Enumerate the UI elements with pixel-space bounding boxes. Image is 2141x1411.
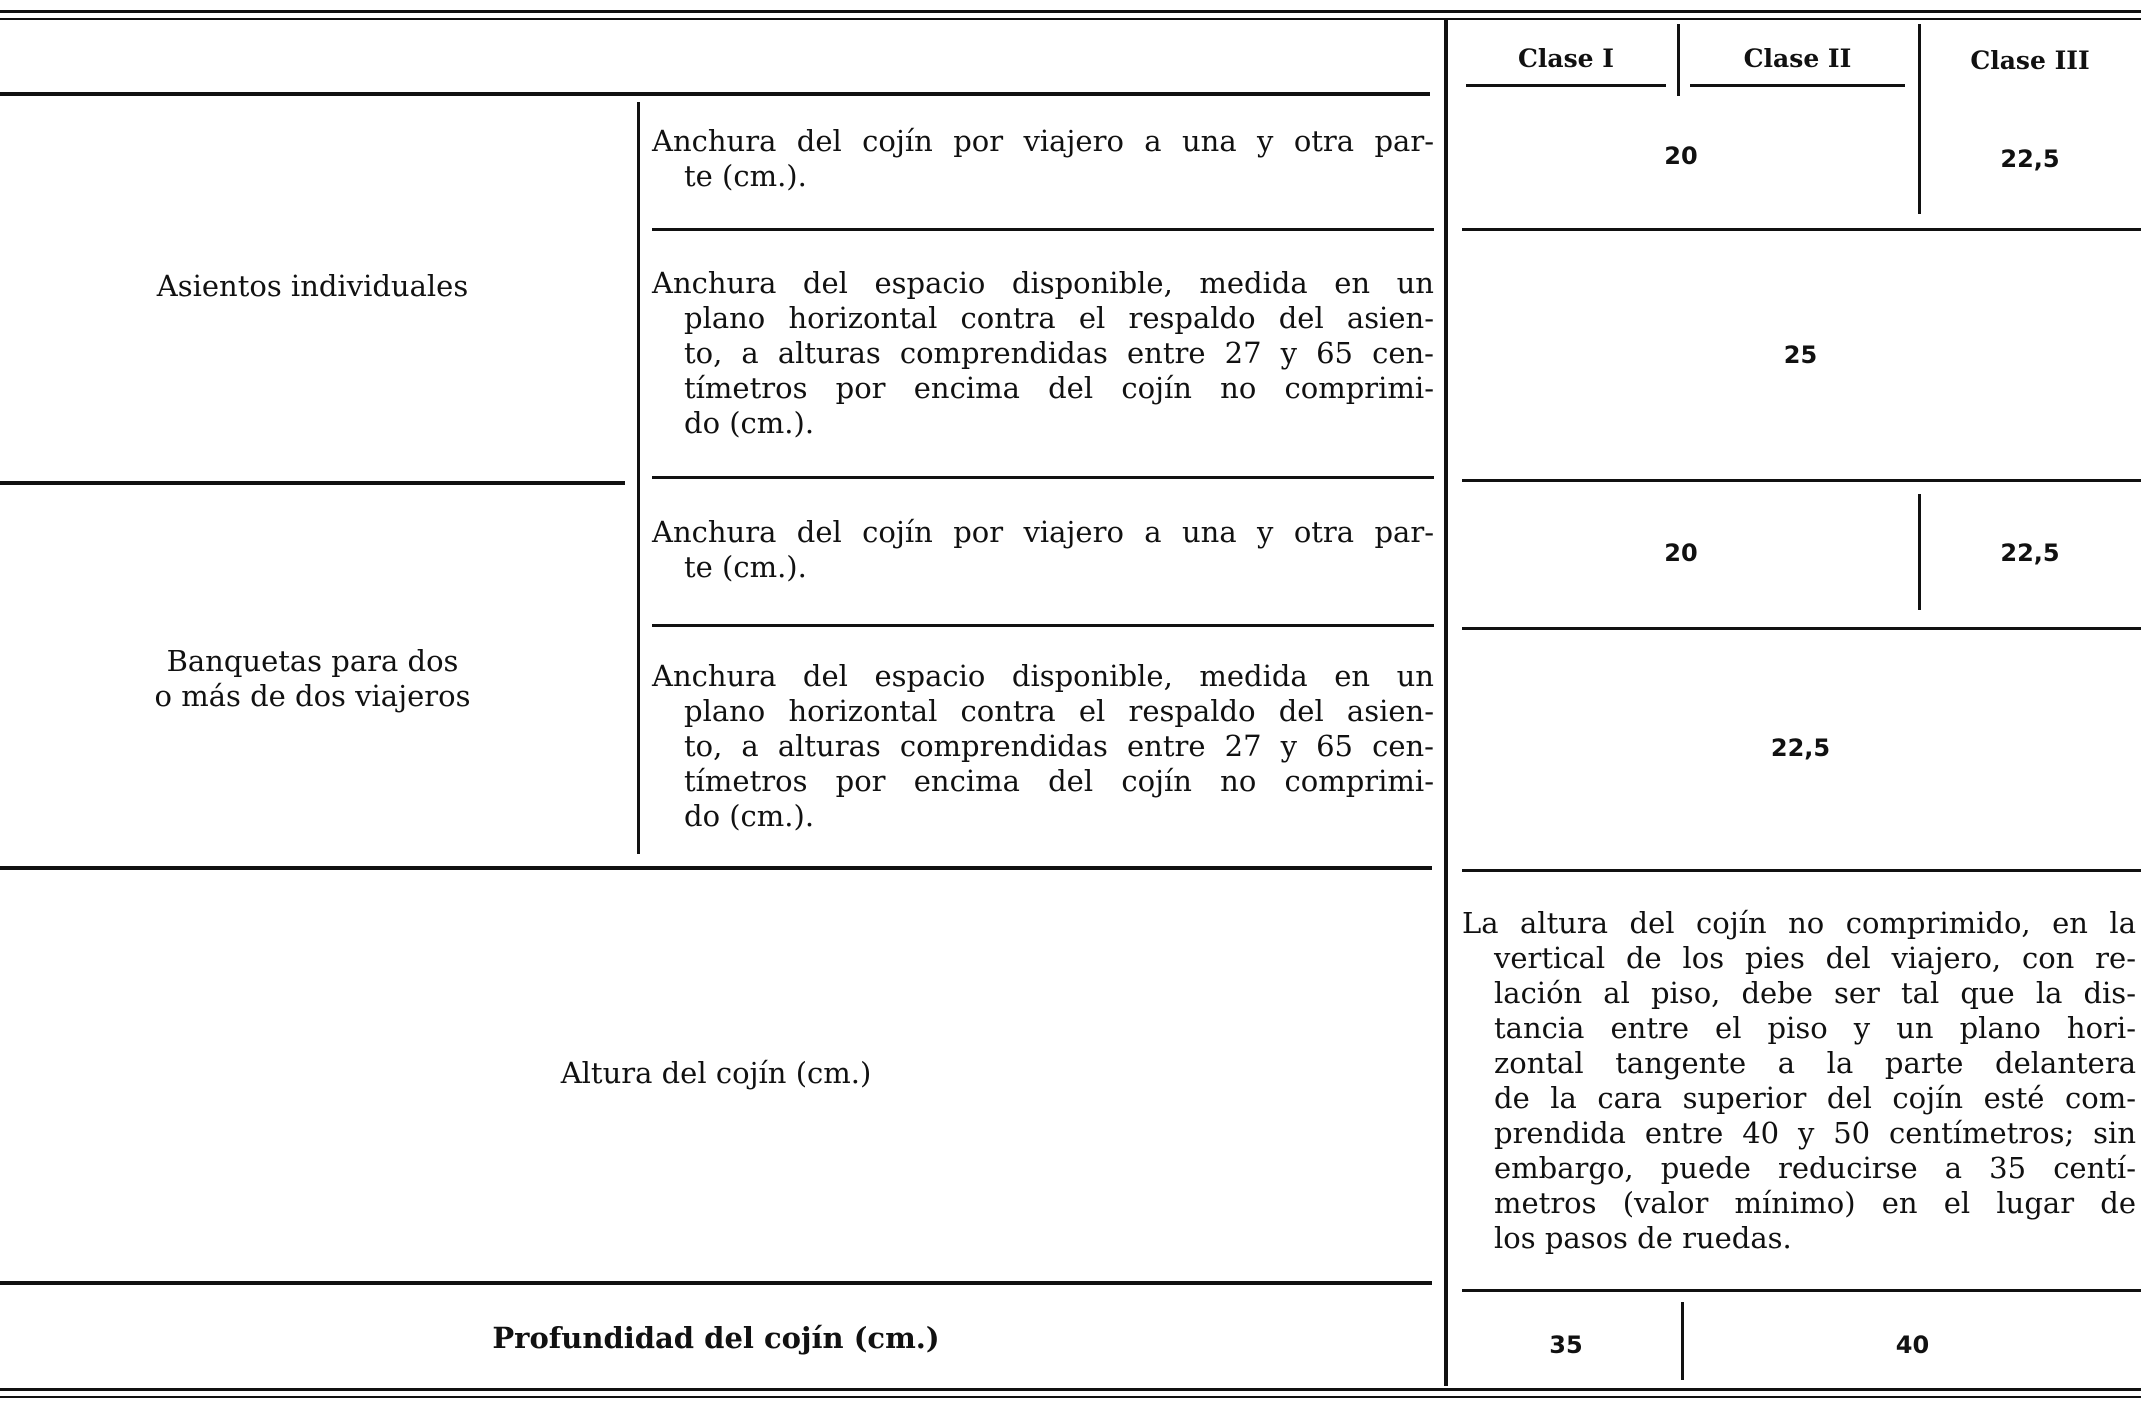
row4-description <box>652 659 1434 834</box>
row4-desc-line3: to, a alturas comprendidas entre 27 y 65 cen- <box>684 729 1434 763</box>
row3-description <box>652 515 1434 585</box>
row3-desc-line1: Anchura del cojín por viajero a una y otra par- <box>652 515 1434 549</box>
height-rule-left <box>0 1281 1432 1285</box>
row1-desc-line1: Anchura del cojín por viajero a una y otra par- <box>652 124 1434 158</box>
group-label-bench <box>0 644 625 714</box>
row2-desc-line5: do (cm.). <box>684 406 815 440</box>
height-rule-values <box>1462 1289 2141 1292</box>
header-class-3: Clase III <box>1970 46 2090 75</box>
depth-label: Profundidad del cojín (cm.) <box>492 1321 940 1355</box>
row1-description <box>652 124 1434 194</box>
header-underline-c1 <box>1466 84 1666 87</box>
header-underline-c2 <box>1690 84 1905 87</box>
header-class-2: Clase II <box>1743 44 1852 73</box>
top-rule-outer <box>0 10 2141 13</box>
group-label-bench-line1: Banquetas para dos <box>166 644 459 678</box>
row1-rule-desc <box>652 228 1434 231</box>
bottom-rule-upper <box>0 1388 2141 1391</box>
row2-description <box>652 266 1434 441</box>
row2-rule-values <box>1462 479 2141 482</box>
row2-value: 25 <box>1783 341 1818 369</box>
bottom-rule-lower <box>0 1396 2141 1398</box>
row2-rule-desc <box>652 476 1434 479</box>
depth-value-class2-3: 40 <box>1895 1331 1930 1359</box>
row2-desc-line4: tímetros por encima del cojín no comprimi- <box>684 371 1434 405</box>
row2-desc-line3: to, a alturas comprendidas entre 27 y 65 cen- <box>684 336 1434 370</box>
header-divider-c1c2 <box>1677 24 1680 96</box>
height-line1: La altura del cojín no comprimido, en la <box>1462 906 2136 940</box>
depth-divider-c1c2 <box>1681 1302 1684 1380</box>
main-vertical-divider <box>1444 20 1448 1386</box>
row4-desc-line2: plano horizontal contra el respaldo del asien- <box>684 694 1434 728</box>
height-line7: prendida entre 40 y 50 centímetros; sin <box>1494 1116 2136 1150</box>
row1-desc-line2: te (cm.). <box>684 159 807 193</box>
height-line8: embargo, puede reducirse a 35 centí- <box>1494 1151 2136 1185</box>
row3-divider-c2c3 <box>1918 494 1921 610</box>
row4-desc-line4: tímetros por encima del cojín no comprimi- <box>684 764 1434 798</box>
height-description <box>1462 906 2136 1256</box>
header-class-1: Clase I <box>1518 44 1614 73</box>
height-line2: vertical de los pies del viajero, con re- <box>1494 941 2136 975</box>
height-line6: de la cara superior del cojín esté com- <box>1494 1081 2136 1115</box>
row4-desc-line1: Anchura del espacio disponible, medida en un <box>652 659 1434 693</box>
row4-desc-line5: do (cm.). <box>684 799 815 833</box>
row3-value-class1-2: 20 <box>1664 539 1698 567</box>
depth-value-class1: 35 <box>1549 1331 1583 1359</box>
height-line3: lación al piso, debe ser tal que la dis- <box>1494 976 2136 1010</box>
row4-value: 22,5 <box>1770 734 1831 762</box>
group1-rule-left <box>0 481 625 485</box>
header-divider-c2c3 <box>1918 24 1921 214</box>
row1-rule-values <box>1462 228 2141 231</box>
group-label-bench-line2: o más de dos viajeros <box>154 679 471 713</box>
row4-rule-values <box>1462 869 2141 872</box>
row3-rule-desc <box>652 624 1434 627</box>
group2-rule <box>0 866 1432 870</box>
row1-value-class1-2: 20 <box>1664 142 1698 170</box>
row1-value-class3: 22,5 <box>2000 145 2060 173</box>
group-label-individual: Asientos individuales <box>156 269 469 303</box>
category-divider <box>637 102 640 854</box>
height-line9: metros (valor mínimo) en el lugar de <box>1494 1186 2136 1220</box>
height-line10: los pasos de ruedas. <box>1494 1221 1792 1255</box>
header-rule-left <box>0 92 1430 96</box>
height-line5: zontal tangente a la parte delantera <box>1494 1046 2136 1080</box>
height-line4: tancia entre el piso y un plano hori- <box>1494 1011 2136 1045</box>
row3-rule-values <box>1462 627 2141 630</box>
height-label: Altura del cojín (cm.) <box>560 1056 872 1090</box>
row2-desc-line1: Anchura del espacio disponible, medida en un <box>652 266 1434 300</box>
row3-desc-line2: te (cm.). <box>684 550 807 584</box>
top-rule-inner <box>0 18 2141 20</box>
row3-value-class3: 22,5 <box>2000 539 2060 567</box>
row2-desc-line2: plano horizontal contra el respaldo del asien- <box>684 301 1434 335</box>
